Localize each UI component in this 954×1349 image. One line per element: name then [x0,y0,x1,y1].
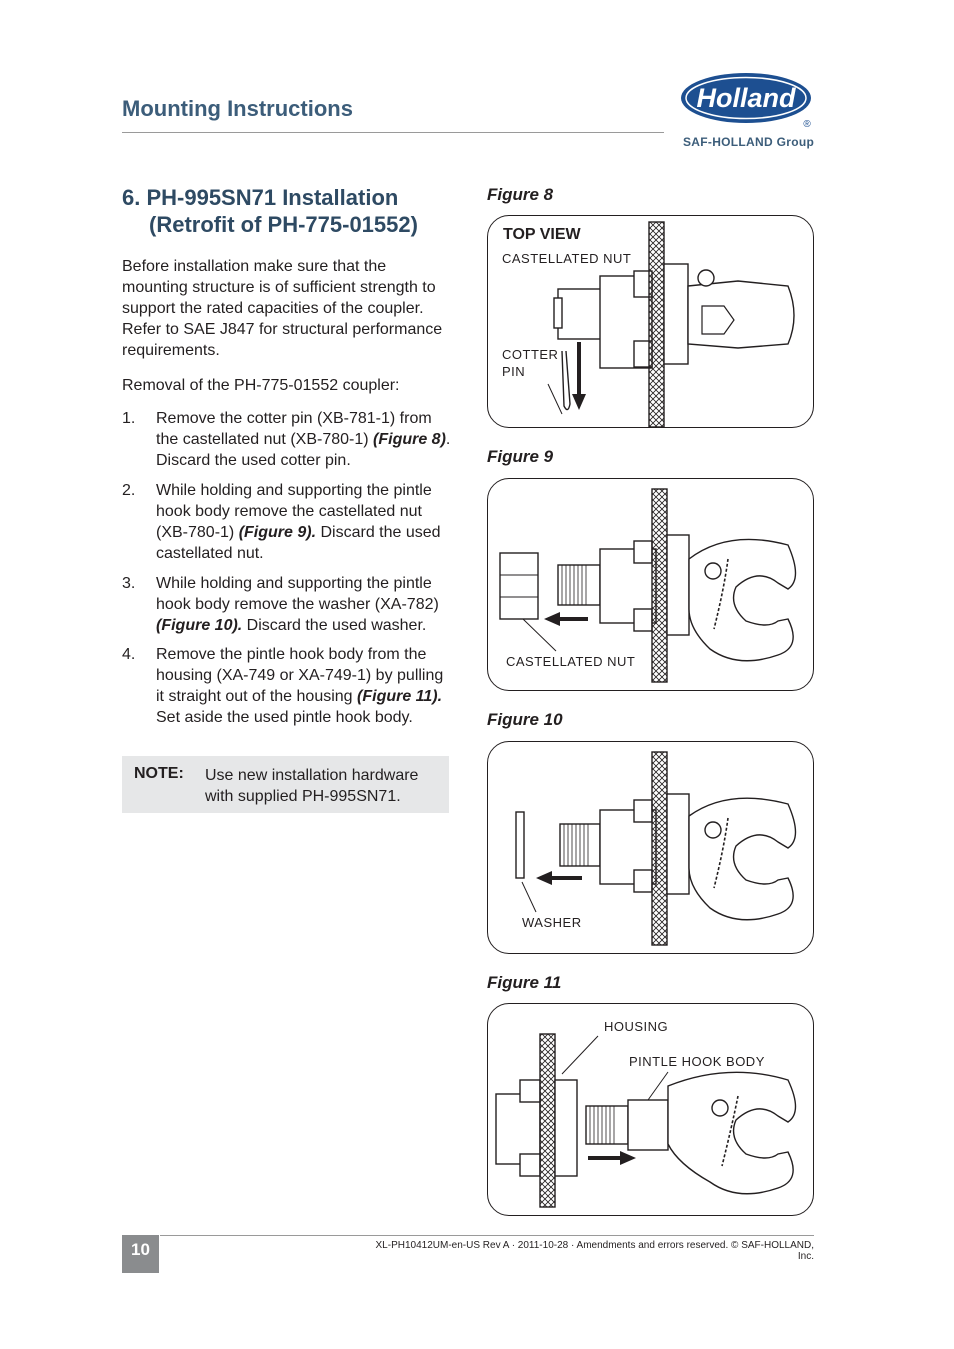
step-number: 3. [122,575,136,592]
note-text: Use new installation hardware with supplied PH-995SN71. [205,767,419,805]
figure-11-illustration [487,1003,814,1216]
step-text: Remove the cotter pin (XB-781-1) from the castellated nut (XB-780-1) [156,410,432,448]
figure-8-view-title: TOP VIEW [503,226,581,243]
intro-paragraph: Before installation make sure that the mounting structure is of sufficient strength to support the rated capacities of the coupler. Refer to SAE J847 for structural performance requirements. [122,258,443,359]
figure-10-illustration [487,741,814,954]
figure-8-label: Figure 8 [487,185,554,204]
figure-reference: (Figure 11). [357,688,443,705]
step-2 [122,480,452,564]
callout-pin: PIN [502,364,526,379]
section-heading [122,184,418,238]
step-text: Discard the used washer. [242,617,427,634]
step-text: Discard the used castellated nut. [156,524,441,562]
callout-housing: HOUSING [604,1019,669,1034]
step-4 [122,644,452,728]
removal-heading: Removal of the PH-775-01552 coupler: [122,377,400,394]
page-header-title: Mounting Instructions [122,96,353,121]
note-label: NOTE: [134,765,184,782]
step-text: . Discard the used cotter pin. [156,431,451,469]
figure-10-label: Figure 10 [487,710,563,729]
section-heading-line2: (Retrofit of PH-775-01552) [149,212,418,237]
logo-registered-mark: ® [803,119,811,128]
figure-11-label: Figure 11 [487,973,562,992]
figure-reference: (Figure 9). [238,524,317,541]
header-divider [122,132,664,133]
figure-reference: (Figure 10). [156,617,243,634]
footer-divider [160,1235,814,1236]
section-heading-line1: 6. PH-995SN71 Installation [122,185,399,210]
step-number: 1. [122,410,136,427]
figure-8-illustration [487,215,814,428]
figure-reference: (Figure 8) [373,431,446,448]
page-number: 10 [131,1240,150,1259]
callout-washer: WASHER [522,915,582,930]
callout-castellated-nut: CASTELLATED NUT [502,251,632,266]
step-text: While holding and supporting the pintle hook body remove the washer (XA-782) [156,575,439,613]
step-1 [122,408,452,471]
footer-doc-info: XL-PH10412UM-en-US Rev A · 2011-10-28 · Amendments and errors reserved. © SAF-HOLLAND, Inc. [375,1240,814,1262]
step-text: Remove the pintle hook body from the housing (XA-749 or XA-749-1) by pulling it straight out of the housing [156,646,444,705]
callout-castellated-nut: CASTELLATED NUT [506,654,636,669]
figure-9-illustration [487,478,814,691]
logo-group-caption: SAF-HOLLAND Group [683,135,815,149]
step-text: While holding and supporting the pintle hook body remove the castellated nut (XB-780-1) [156,482,432,541]
holland-logo [680,72,816,128]
callout-pintle-hook-body: PINTLE HOOK BODY [629,1054,765,1069]
figure-9-label: Figure 9 [487,447,554,466]
logo-wordmark: Holland [696,83,796,113]
step-text: Set aside the used pintle hook body. [156,709,413,726]
step-number: 4. [122,646,136,663]
castellated-nut-shape [558,289,602,339]
mounting-plate-shape [649,222,664,427]
step-number: 2. [122,482,136,499]
callout-cotter: COTTER [502,347,559,362]
step-3 [122,573,452,636]
